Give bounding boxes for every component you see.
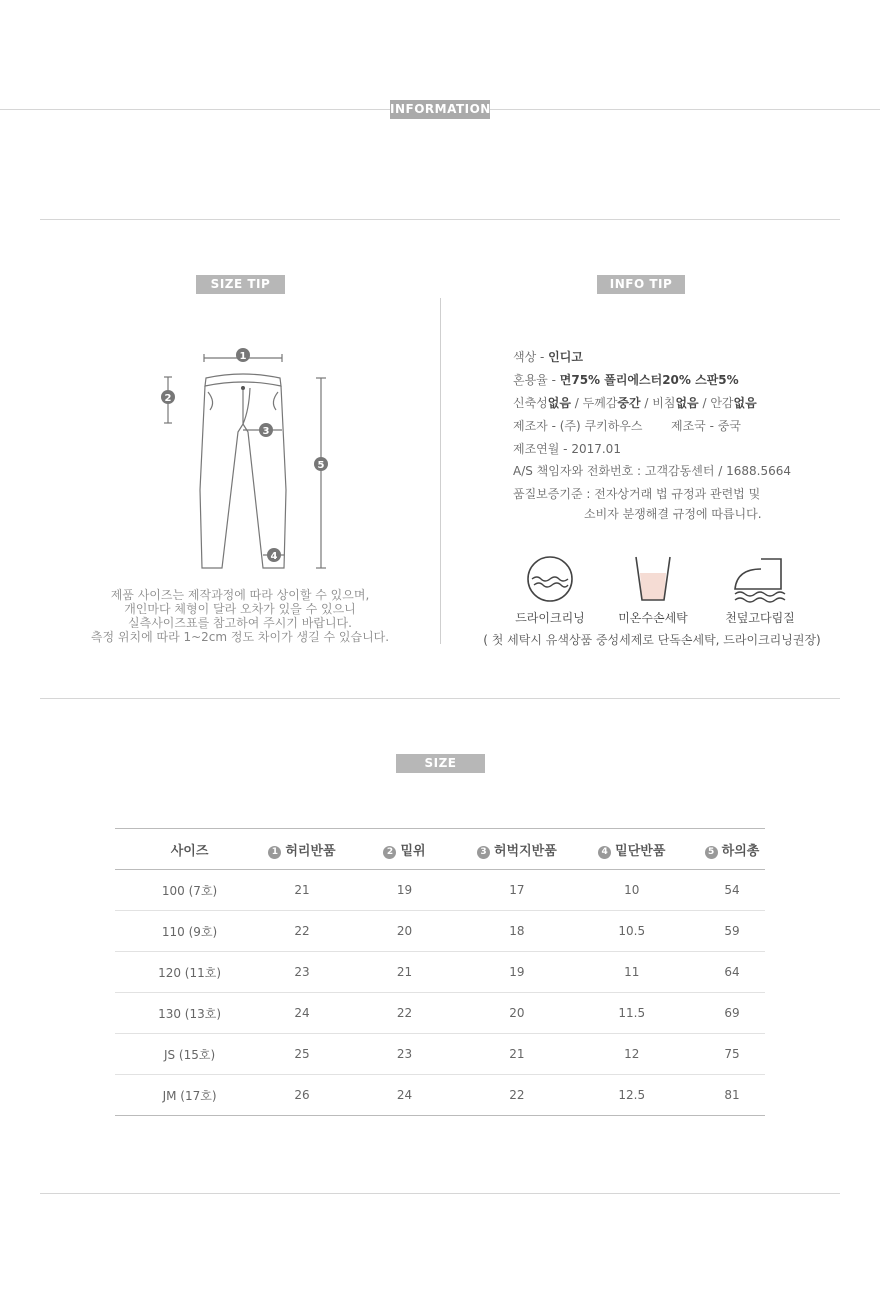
table-row: 130 (13호) 24 22 20 11.5 69 bbox=[115, 993, 765, 1034]
info-quality-2: 소비자 분쟁해결 규정에 따릅니다. bbox=[584, 507, 762, 521]
size-table bbox=[115, 828, 765, 1116]
info-maker: 제조자 - (주) 쿠키하우스 bbox=[513, 419, 643, 433]
header-thigh: 3 허벅지반품 bbox=[469, 829, 564, 870]
info-date: 제조연월 - 2017.01 bbox=[513, 442, 621, 456]
header-length: 5 하의총 bbox=[699, 829, 765, 870]
table-row: JM (17호) 26 24 22 12.5 81 bbox=[115, 1075, 765, 1116]
size-tip-heading: SIZE TIP bbox=[196, 275, 285, 294]
pants-diagram bbox=[150, 340, 350, 580]
header-hem: 4 밑단반품 bbox=[564, 829, 699, 870]
marker-3: 3 bbox=[262, 426, 270, 437]
marker-5: 5 bbox=[317, 460, 325, 471]
info-color: 색상 - 인디고 bbox=[513, 350, 583, 364]
info-attributes: 신축성없음 / 두께감중간 / 비침없음 / 안감없음 bbox=[513, 396, 757, 410]
info-tip-heading: INFO TIP bbox=[597, 275, 685, 294]
dry-clean-label: 드라이크리닝 bbox=[515, 611, 585, 625]
header-waist: 1 허리반품 bbox=[264, 829, 340, 870]
info-quality-1: 품질보증기준 : 전자상거래 법 규정과 관련법 및 bbox=[513, 487, 761, 501]
size-tip-line-3: 실측사이즈표를 참고하여 주시기 바랍니다. bbox=[128, 616, 352, 630]
section-divider-1 bbox=[40, 219, 840, 220]
size-tip-line-4: 측정 위치에 따라 1~2cm 정도 차이가 생길 수 있습니다. bbox=[90, 630, 390, 644]
information-heading: INFORMATION bbox=[390, 100, 490, 119]
info-origin: 제조국 - 중국 bbox=[671, 419, 741, 433]
marker-1: 1 bbox=[239, 351, 247, 362]
iron-label: 천덮고다림질 bbox=[725, 611, 795, 625]
table-row: 120 (11호) 23 21 19 11 64 bbox=[115, 952, 765, 993]
info-color-value: 인디고 bbox=[548, 350, 583, 364]
care-note: ( 첫 세탁시 유색상품 중성세제로 단독손세탁, 드라이크리닝권장) bbox=[483, 633, 821, 647]
size-heading: SIZE bbox=[396, 754, 485, 773]
section-divider-2 bbox=[40, 698, 840, 699]
column-divider bbox=[440, 298, 441, 644]
info-blend-value: 면75% 폴리에스터20% 스판5% bbox=[559, 373, 739, 387]
size-tip-line-1: 제품 사이즈는 제작과정에 따라 상이할 수 있으며, bbox=[110, 588, 370, 602]
size-table-header bbox=[115, 829, 765, 870]
table-row: 100 (7호) 21 19 17 10 54 bbox=[115, 870, 765, 911]
waistband bbox=[205, 374, 281, 386]
hand-wash-label: 미온수손세탁 bbox=[618, 611, 688, 625]
info-as: A/S 책임자와 전화번호 : 고객감동센터 / 1688.5664 bbox=[513, 464, 792, 478]
header-rise: 2 밑위 bbox=[340, 829, 469, 870]
marker-4: 4 bbox=[270, 551, 278, 562]
size-tip-line-2: 개인마다 체형이 달라 오차가 있을 수 있으니 bbox=[124, 602, 356, 616]
section-divider-3 bbox=[40, 1193, 840, 1194]
size-tip-text bbox=[60, 588, 420, 644]
table-row: JS (15호) 25 23 21 12 75 bbox=[115, 1034, 765, 1075]
table-row: 110 (9호) 22 20 18 10.5 59 bbox=[115, 911, 765, 952]
iron-icon bbox=[731, 555, 789, 603]
dry-clean-icon bbox=[526, 555, 574, 603]
marker-2: 2 bbox=[164, 393, 172, 404]
hand-wash-icon bbox=[632, 555, 674, 603]
info-blend: 혼용율 - 면75% 폴리에스터20% 스판5% bbox=[513, 373, 739, 387]
header-size: 사이즈 bbox=[115, 829, 264, 870]
